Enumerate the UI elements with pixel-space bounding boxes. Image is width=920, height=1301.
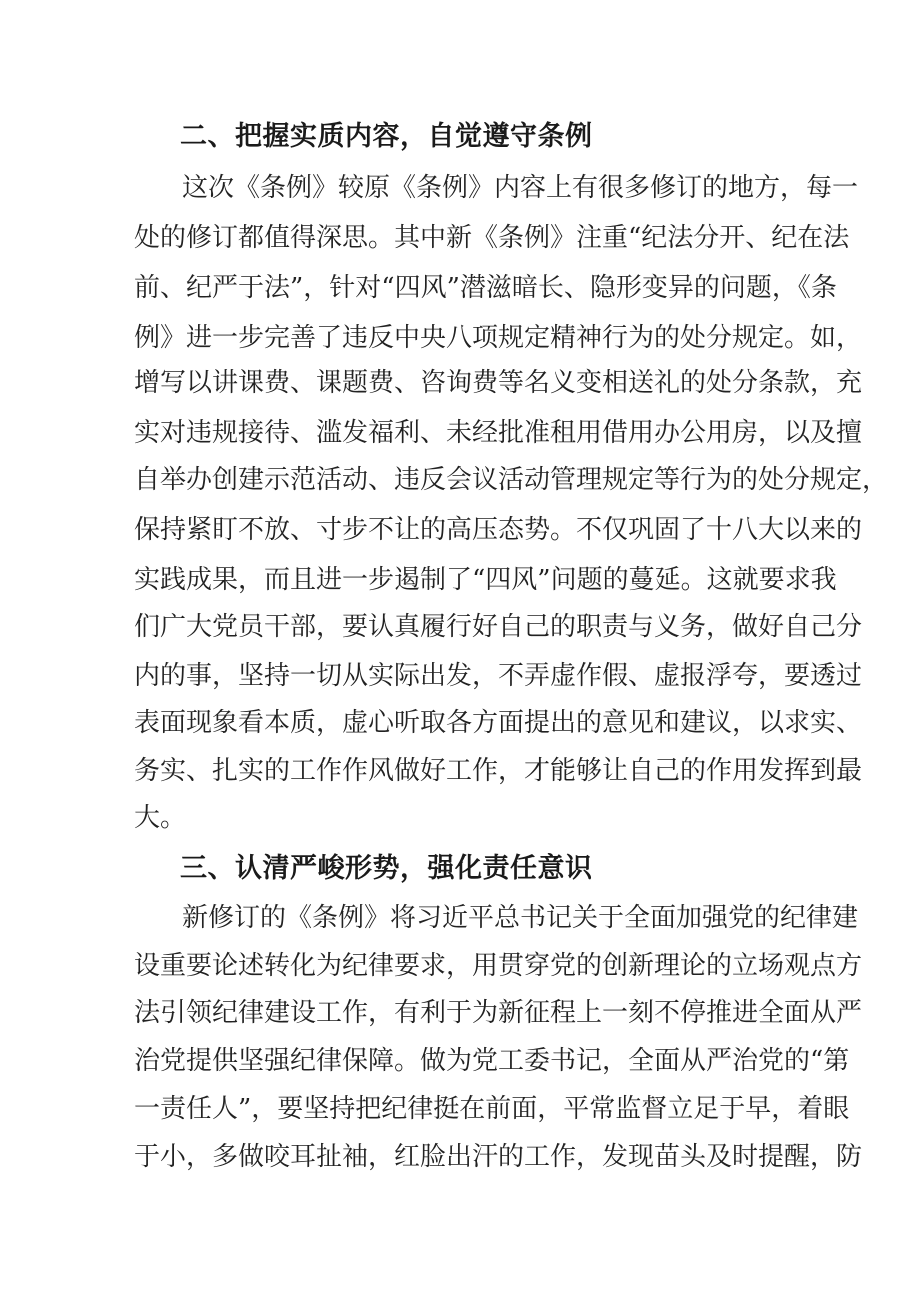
paragraph-line: 保持紧盯不放、寸步不让的高压态势。不仅巩固了十八大以来的: [134, 515, 863, 545]
paragraph-line: 自举办创建示范活动、违反会议活动管理规定等行为的处分规定，: [134, 465, 889, 495]
paragraph-line: 表面现象看本质，虚心听取各方面提出的意见和建议，以求实、: [134, 708, 863, 738]
paragraph-line: 法引领纪律建设工作，有利于为新征程上一刻不停推进全面从严: [134, 998, 863, 1028]
paragraph-line: 例》进一步完善了违反中央八项规定精神行为的处分规定。如，: [134, 323, 863, 353]
paragraph-line: 内的事，坚持一切从实际出发，不弄虚作假、虚报浮夸，要透过: [134, 661, 863, 691]
paragraph-line: 实对违规接待、滥发福利、未经批准租用借用办公用房，以及擅: [134, 418, 863, 448]
paragraph-line: 这次《条例》较原《条例》内容上有很多修订的地方，每一: [182, 173, 859, 203]
paragraph-line: 处的修订都值得深思。其中新《条例》注重“纪法分开、纪在法: [134, 223, 850, 253]
paragraph-line: 新修订的《条例》将习近平总书记关于全面加强党的纪律建: [182, 903, 859, 933]
paragraph-line: 实践成果，而且进一步遏制了“四风”问题的蔓延。这就要求我: [134, 565, 837, 595]
paragraph-line: 治党提供坚强纪律保障。做为党工委书记，全面从严治党的“第: [134, 1046, 850, 1076]
paragraph-line: 前、纪严于法”，针对“四风”潜滋暗长、隐形变异的问题，《条: [134, 273, 837, 303]
paragraph-line: 增写以讲课费、课题费、咨询费等名义变相送礼的处分条款，充: [134, 368, 863, 398]
paragraph-line: 一责任人”，要坚持把纪律挺在前面，平常监督立足于早，着眼: [134, 1094, 850, 1124]
paragraph-line: 务实、扎实的工作作风做好工作，才能够让自己的作用发挥到最: [134, 756, 863, 786]
paragraph-line: 们广大党员干部，要认真履行好自己的职责与义务，做好自己分: [134, 612, 863, 642]
paragraph-line: 设重要论述转化为纪律要求，用贯穿党的创新理论的立场观点方: [134, 951, 863, 981]
paragraph-line: 大。: [134, 803, 187, 833]
paragraph-line: 于小，多做咬耳扯袖，红脸出汗的工作，发现苗头及时提醒，防: [134, 1142, 863, 1172]
section-heading-3: 三、认清严峻形势，强化责任意识: [180, 853, 593, 884]
section-heading-2: 二、把握实质内容，自觉遵守条例: [180, 121, 593, 152]
